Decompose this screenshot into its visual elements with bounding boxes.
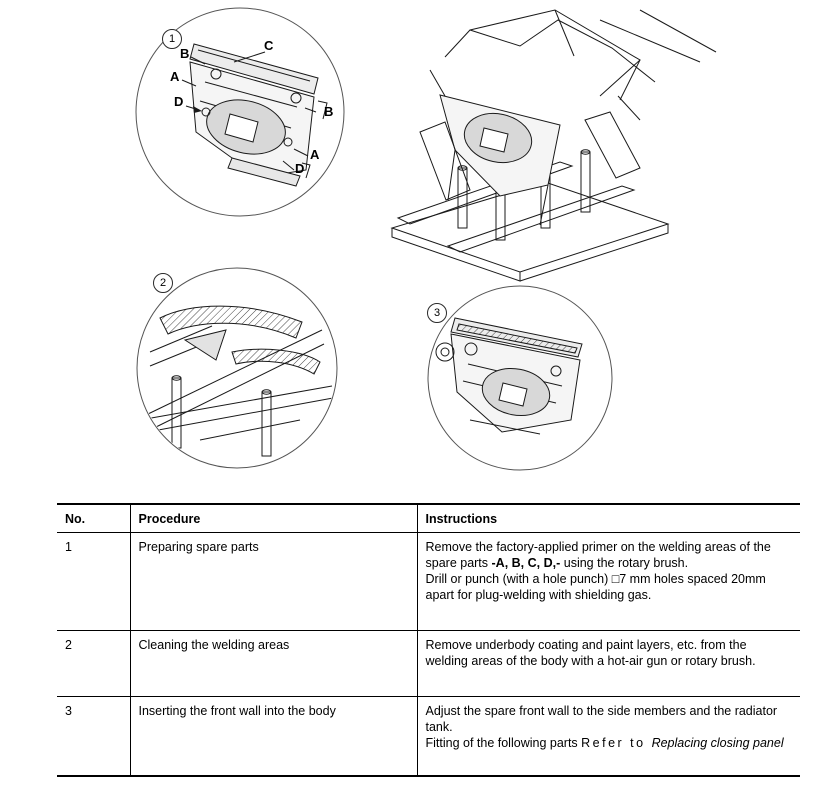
table-row-2 bbox=[57, 630, 800, 696]
figure-3-drawing bbox=[428, 286, 612, 470]
row3-no: 3 bbox=[57, 696, 130, 776]
part-label-a-left: A bbox=[170, 69, 180, 84]
row3-ins-text-2: Fitting of the following parts bbox=[425, 735, 582, 750]
figure-3-number-badge: 3 bbox=[427, 303, 447, 323]
figure-1-number-badge: 1 bbox=[162, 29, 182, 49]
row2-ins-text: Remove underbody coating and paint layers, etc. from the welding areas of the body with a hot-air gun or rotary brush. bbox=[425, 637, 756, 668]
part-label-d-right: D bbox=[295, 161, 305, 176]
row3-ins-text-1: Adjust the spare front wall to the side members and the radiator tank. bbox=[425, 703, 778, 734]
figure-2-number-badge: 2 bbox=[153, 273, 173, 293]
procedure-table bbox=[57, 503, 800, 777]
header-no: No. bbox=[57, 504, 130, 532]
figure-2-drawing bbox=[137, 268, 337, 468]
part-label-c: C bbox=[264, 38, 274, 53]
row1-procedure: Preparing spare parts bbox=[130, 532, 417, 630]
row3-cross-reference: Replacing closing panel bbox=[651, 735, 784, 750]
row2-instructions bbox=[417, 630, 800, 696]
table-row-3 bbox=[57, 696, 800, 776]
part-label-b-top: B bbox=[180, 46, 190, 61]
row2-no: 2 bbox=[57, 630, 130, 696]
row1-no: 1 bbox=[57, 532, 130, 630]
table-row-1 bbox=[57, 532, 800, 630]
part-label-a-right: A bbox=[310, 147, 320, 162]
row1-ins-bold-labels: -A, B, C, D,- bbox=[491, 555, 561, 570]
part-label-b-right: B bbox=[324, 104, 334, 119]
table-header-row bbox=[57, 504, 800, 532]
row2-procedure: Cleaning the welding areas bbox=[130, 630, 417, 696]
row3-instructions bbox=[417, 696, 800, 776]
header-instructions: Instructions bbox=[417, 504, 800, 532]
row1-ins-text-2: using the rotary brush. bbox=[560, 555, 689, 570]
row3-procedure: Inserting the front wall into the body bbox=[130, 696, 417, 776]
row1-ins-text-3: Drill or punch (with a hole punch) □7 mm holes spaced 20mm apart for plug-welding with shielding gas. bbox=[425, 571, 766, 602]
row3-refer-to: Refer to bbox=[581, 735, 652, 750]
header-procedure: Procedure bbox=[130, 504, 417, 532]
row1-ins-text-1: Remove the factory-applied primer on the welding areas of the spare parts bbox=[425, 539, 771, 570]
assembly-overview-drawing bbox=[392, 10, 716, 281]
row1-instructions bbox=[417, 532, 800, 630]
part-label-d-left: D bbox=[174, 94, 184, 109]
